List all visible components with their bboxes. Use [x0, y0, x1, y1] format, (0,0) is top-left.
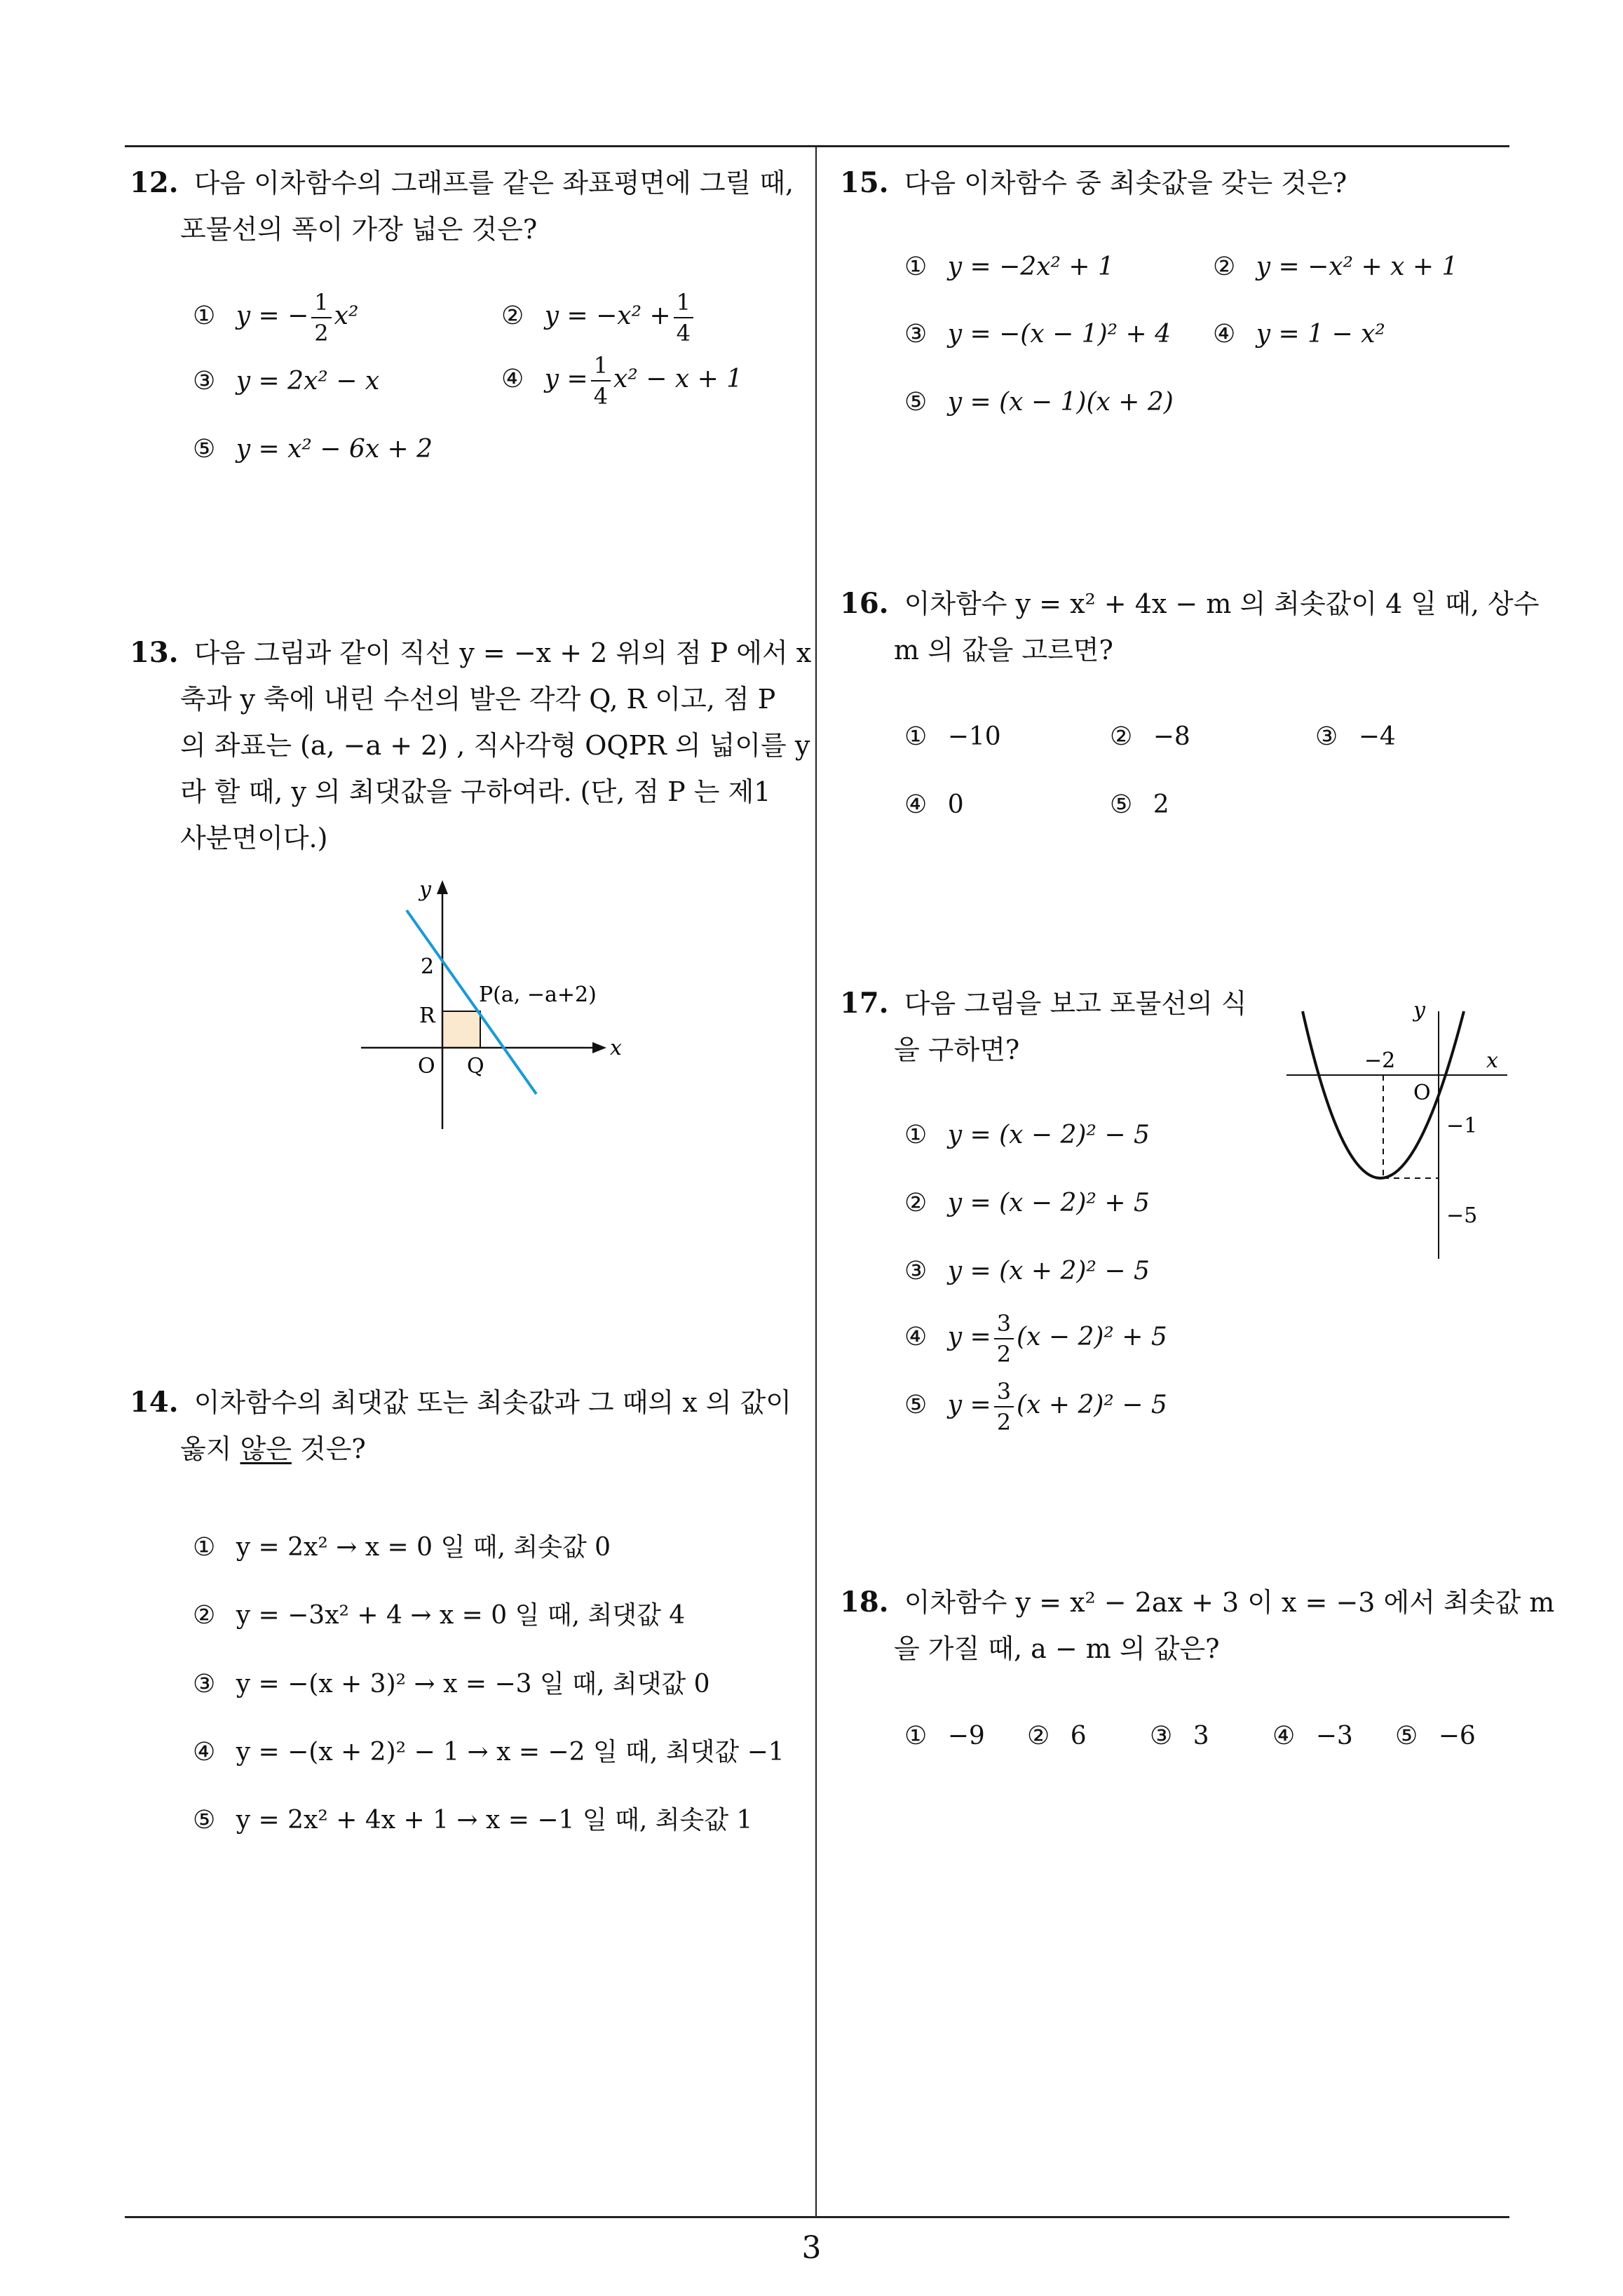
page-number: 3: [801, 2230, 822, 2266]
q16-option-3[interactable]: [1315, 722, 1396, 751]
option-marker: ④: [193, 1738, 216, 1767]
vertex-minus-5-label: −5: [1446, 1203, 1478, 1228]
q18-option-3[interactable]: [1150, 1722, 1209, 1750]
option-text: y =: [947, 1323, 991, 1351]
y-axis-label: y: [419, 877, 431, 902]
option-marker: ③: [193, 1670, 216, 1699]
fraction: [994, 1377, 1014, 1437]
fraction-denominator: 2: [996, 1409, 1012, 1436]
option-text: y = −(x + 2)² − 1 → x = −2 일 때, 최댓값 −1: [236, 1738, 785, 1767]
option-text: y = −(x + 3)² → x = −3 일 때, 최댓값 0: [236, 1670, 710, 1699]
option-marker: ④: [1213, 320, 1236, 349]
q18-option-4[interactable]: [1272, 1722, 1353, 1750]
option-marker: ⑤: [904, 1391, 928, 1419]
q13-figure: [351, 870, 645, 1136]
stem-text: 다음 그림을 보고 포물선의 식: [904, 988, 1247, 1019]
fraction-denominator: 4: [676, 320, 691, 346]
option-marker: ①: [193, 1533, 216, 1562]
option-text: −8: [1153, 722, 1190, 751]
option-text: x²: [334, 302, 359, 330]
option-marker: ⑤: [1395, 1722, 1418, 1750]
option-text: (x − 2)² + 5: [1017, 1323, 1167, 1351]
stem-text: 다음 그림과 같이 직선 y = −x + 2 위의 점 P 에서 x: [193, 637, 812, 668]
question-12-stem-line2: 포물선의 폭이 가장 넓은 것은?: [180, 214, 538, 245]
x-minus-2-label: −2: [1364, 1048, 1396, 1073]
option-marker: ⑤: [1110, 790, 1133, 819]
q17-option-5[interactable]: [904, 1377, 1167, 1437]
option-text: 0: [947, 790, 964, 819]
question-18-stem-line1: [840, 1579, 1554, 1626]
fraction-numerator: 3: [994, 1309, 1014, 1339]
point-P-label: P(a, −a+2): [479, 982, 597, 1007]
q15-option-3[interactable]: [904, 320, 1171, 349]
question-17-stem-line2: 을 구하면?: [894, 1034, 1020, 1065]
option-marker: ②: [1110, 722, 1133, 751]
q14-option-1[interactable]: [193, 1527, 611, 1563]
fraction-numerator: 3: [994, 1377, 1014, 1407]
q14-option-2[interactable]: [193, 1595, 685, 1631]
y-axis-label: y: [1413, 998, 1425, 1022]
option-text: 6: [1070, 1722, 1087, 1750]
option-text: (x + 2)² − 5: [1017, 1391, 1167, 1419]
question-13-number: 13.: [130, 636, 179, 669]
bottom-rule: [125, 2216, 1509, 2218]
stem-text: 다음 이차함수의 그래프를 같은 좌표평면에 그릴 때,: [193, 168, 794, 198]
question-13-stem-line2: 축과 y 축에 내린 수선의 발은 각각 Q, R 이고, 점 P: [180, 684, 776, 715]
q12-option-5[interactable]: [193, 435, 433, 464]
question-13-stem-line4: 라 할 때, y 의 최댓값을 구하여라. (단, 점 P 는 제1: [180, 776, 771, 807]
fraction-denominator: 2: [314, 320, 329, 346]
question-14-stem-line1: [130, 1379, 792, 1426]
question-16-number: 16.: [840, 587, 889, 620]
fraction-numerator: 1: [311, 288, 331, 318]
question-17-stem-line1: [840, 980, 1247, 1027]
q17-option-1[interactable]: [904, 1121, 1150, 1149]
option-marker: ①: [193, 302, 216, 330]
option-marker: ④: [904, 1323, 928, 1351]
q17-option-2[interactable]: [904, 1189, 1150, 1217]
q12-option-1[interactable]: [193, 288, 358, 348]
stem-text: 이차함수 y = x² − 2ax + 3 이 x = −3 에서 최솟값 m: [904, 1587, 1555, 1618]
option-marker: ①: [904, 1722, 928, 1750]
stem-text: 것은?: [291, 1433, 366, 1464]
stem-text: 이차함수 y = x² + 4x − m 의 최솟값이 4 일 때, 상수: [904, 588, 1540, 619]
option-marker: ①: [904, 252, 928, 281]
question-12-stem-line1: [130, 160, 794, 206]
option-text: −4: [1358, 722, 1396, 751]
q16-option-5[interactable]: [1110, 790, 1169, 819]
option-marker: ③: [904, 320, 928, 349]
option-text: y = −3x² + 4 → x = 0 일 때, 최댓값 4: [236, 1601, 686, 1630]
option-marker: ③: [1150, 1722, 1173, 1750]
question-15-number: 15.: [840, 166, 889, 199]
option-marker: ⑤: [193, 435, 216, 464]
option-marker: ⑤: [193, 1806, 216, 1835]
fraction: [674, 288, 693, 348]
option-text: y =: [544, 365, 588, 393]
option-marker: ②: [501, 302, 524, 330]
column-divider: [815, 145, 817, 2217]
option-text: y =: [947, 1391, 991, 1419]
option-marker: ③: [904, 1257, 928, 1285]
question-16-stem-line1: [840, 581, 1539, 627]
option-text: −3: [1315, 1722, 1353, 1750]
point-Q-label: Q: [467, 1054, 484, 1079]
q12-option-3[interactable]: [193, 367, 379, 396]
y-axis-arrow: [437, 880, 448, 894]
underlined-word: 않은: [240, 1433, 292, 1464]
fraction-numerator: 1: [674, 288, 693, 318]
fraction: [311, 288, 331, 348]
option-marker: ④: [1272, 1722, 1296, 1750]
q15-option-5[interactable]: [904, 388, 1174, 417]
y-intercept-label: 2: [421, 954, 435, 979]
option-text: y = x² − 6x + 2: [236, 435, 433, 464]
option-text: y = (x − 2)² − 5: [947, 1121, 1150, 1149]
option-marker: ④: [904, 790, 928, 819]
option-text: y = 2x² + 4x + 1 → x = −1 일 때, 최솟값 1: [236, 1806, 753, 1835]
q18-option-2[interactable]: [1027, 1722, 1087, 1750]
x-axis-label: x: [610, 1036, 622, 1060]
option-text: y = 1 − x²: [1256, 320, 1385, 349]
q17-option-4[interactable]: [904, 1309, 1167, 1369]
y-intercept-minus-1-label: −1: [1446, 1114, 1478, 1138]
fraction: [994, 1309, 1014, 1369]
rectangle-OQPR: [442, 1011, 480, 1048]
question-12-number: 12.: [130, 166, 179, 199]
option-text: −10: [947, 722, 1001, 751]
option-text: y = −2x² + 1: [947, 252, 1114, 281]
stem-text: 다음 이차함수 중 최솟값을 갖는 것은?: [904, 168, 1347, 198]
q12-option-2[interactable]: [501, 288, 696, 348]
option-marker: ②: [1027, 1722, 1050, 1750]
q14-option-5[interactable]: [193, 1800, 752, 1836]
q18-option-1[interactable]: [904, 1722, 985, 1750]
q14-option-4[interactable]: [193, 1732, 785, 1768]
option-text: y = 2x² → x = 0 일 때, 최솟값 0: [236, 1533, 611, 1562]
question-17-number: 17.: [840, 987, 889, 1020]
option-marker: ⑤: [904, 388, 928, 417]
q15-option-2[interactable]: [1213, 252, 1458, 281]
x-axis-label: x: [1486, 1048, 1498, 1073]
question-18-stem-line2: 을 가질 때, a − m 의 값은?: [894, 1633, 1220, 1664]
option-marker: ③: [193, 367, 216, 396]
option-text: y = −x² +: [544, 302, 671, 330]
q15-option-4[interactable]: [1213, 320, 1385, 349]
q16-option-2[interactable]: [1110, 722, 1190, 751]
q15-option-1[interactable]: [904, 252, 1114, 281]
option-text: −9: [947, 1722, 985, 1750]
option-text: 2: [1153, 790, 1169, 819]
option-text: y = −x² + x + 1: [1256, 252, 1458, 281]
q16-option-4[interactable]: [904, 790, 964, 819]
option-text: 3: [1193, 1722, 1209, 1750]
question-18-number: 18.: [840, 1586, 889, 1619]
option-marker: ②: [904, 1189, 928, 1217]
option-marker: ②: [1213, 252, 1236, 281]
option-text: y = −: [236, 302, 309, 330]
option-text: y = 2x² − x: [236, 367, 380, 396]
question-14-stem-line2: [180, 1426, 366, 1472]
option-text: y = (x − 1)(x + 2): [947, 388, 1174, 417]
q17-figure: [1276, 989, 1514, 1269]
option-marker: ①: [904, 722, 928, 751]
q16-option-1[interactable]: [904, 722, 1001, 751]
question-13-stem-line3: 의 좌표는 (a, −a + 2) , 직사각형 OQPR 의 넓이를 y: [180, 730, 810, 761]
option-text: y = −(x − 1)² + 4: [947, 320, 1172, 349]
option-marker: ①: [904, 1121, 928, 1149]
option-text: −6: [1438, 1722, 1476, 1750]
q18-option-5[interactable]: [1395, 1722, 1476, 1750]
option-marker: ②: [193, 1601, 216, 1630]
option-marker: ③: [1315, 722, 1338, 751]
origin-label: O: [1413, 1081, 1431, 1105]
question-14-number: 14.: [130, 1386, 179, 1419]
x-axis-arrow: [592, 1042, 606, 1053]
question-13-stem-line5: 사분면이다.): [180, 823, 328, 853]
stem-text: 이차함수의 최댓값 또는 최솟값과 그 때의 x 의 값이: [193, 1387, 792, 1418]
question-16-stem-line2: m 의 값을 고르면?: [894, 635, 1113, 666]
origin-label: O: [418, 1054, 435, 1079]
point-R-label: R: [419, 1004, 435, 1028]
fraction-denominator: 4: [593, 383, 609, 410]
option-marker: ④: [501, 365, 524, 393]
stem-text: 옳지: [180, 1433, 240, 1464]
q14-option-3[interactable]: [193, 1664, 710, 1700]
question-15-stem: [840, 160, 1347, 206]
question-13-stem-line1: [130, 630, 811, 676]
fraction-denominator: 2: [996, 1341, 1012, 1368]
fraction-numerator: 1: [591, 351, 611, 381]
top-rule: [125, 145, 1509, 147]
option-text: x² − x + 1: [613, 365, 743, 393]
option-text: y = (x + 2)² − 5: [947, 1257, 1150, 1285]
q12-option-4[interactable]: [501, 351, 742, 411]
fraction: [591, 351, 611, 411]
option-text: y = (x − 2)² + 5: [947, 1189, 1150, 1217]
q17-option-3[interactable]: [904, 1257, 1150, 1285]
